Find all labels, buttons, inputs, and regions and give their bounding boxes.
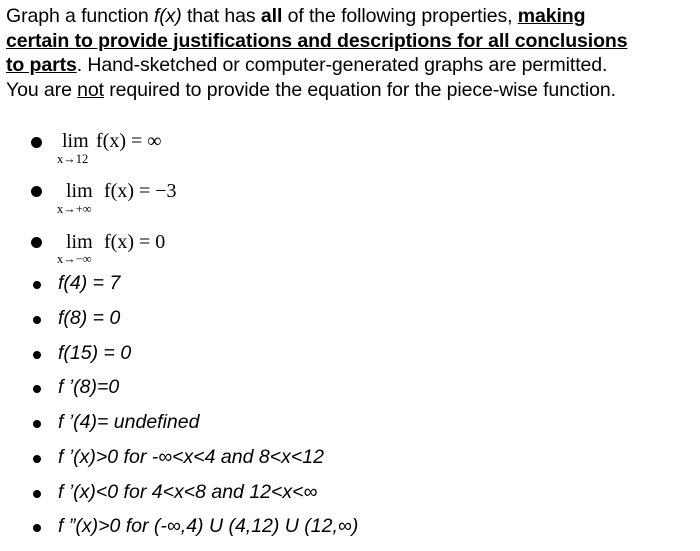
emphasis-all: all <box>260 5 283 27</box>
emphasis-to-parts: to parts <box>6 54 77 76</box>
function-name: f(x) <box>153 5 182 27</box>
limit-expression: f(x) = −3 <box>104 180 177 202</box>
bullet-icon <box>31 237 42 248</box>
emphasis-making: making <box>517 5 586 27</box>
property-text: f ’(x)<0 for 4<x<8 and 12<x<∞ <box>58 481 318 503</box>
limit-subscript: x→+∞ <box>57 202 92 216</box>
limit-operator: lim <box>62 130 89 152</box>
property-text: f(15) = 0 <box>58 342 132 364</box>
limit-operator: lim <box>66 231 93 253</box>
property-text: f ’(8)=0 <box>58 376 120 398</box>
intro-text: Graph a function <box>6 5 154 27</box>
bullet-icon <box>33 316 41 324</box>
intro-text: You are <box>6 78 78 101</box>
intro-text: . Hand-sketched or computer-generated graphs are permitted. <box>76 54 608 76</box>
bullet-icon <box>33 385 41 393</box>
bullet-icon <box>33 524 41 532</box>
emphasis-justifications: certain to provide justifications and descriptions for all conclusions <box>6 29 628 52</box>
limit-operator: lim <box>66 180 93 202</box>
intro-text: of the following properties, <box>282 5 518 27</box>
limit-subscript: x→12 <box>57 152 89 166</box>
bullet-icon <box>33 490 41 498</box>
property-text: f ”(x)>0 for (-∞,4) U (4,12) U (12,∞) <box>58 515 359 537</box>
emphasis-not: not <box>77 78 104 101</box>
limit-expression: f(x) = ∞ <box>96 130 162 152</box>
intro-text: required to provide the equation for the piece-wise function. <box>103 78 616 101</box>
limit-subscript: x→−∞ <box>57 252 92 266</box>
bullet-icon <box>33 351 41 359</box>
property-text: f(4) = 7 <box>58 272 121 294</box>
bullet-icon <box>33 420 41 428</box>
bullet-icon <box>33 455 41 463</box>
property-text: f ’(x)>0 for -∞<x<4 and 8<x<12 <box>58 446 324 468</box>
property-text: f ’(4)= undefined <box>58 411 200 433</box>
bullet-icon <box>31 137 42 148</box>
bullet-icon <box>31 186 42 197</box>
bullet-icon <box>33 281 41 289</box>
intro-text: that has <box>181 5 261 27</box>
property-text: f(8) = 0 <box>58 307 121 329</box>
limit-expression: f(x) = 0 <box>104 231 166 253</box>
